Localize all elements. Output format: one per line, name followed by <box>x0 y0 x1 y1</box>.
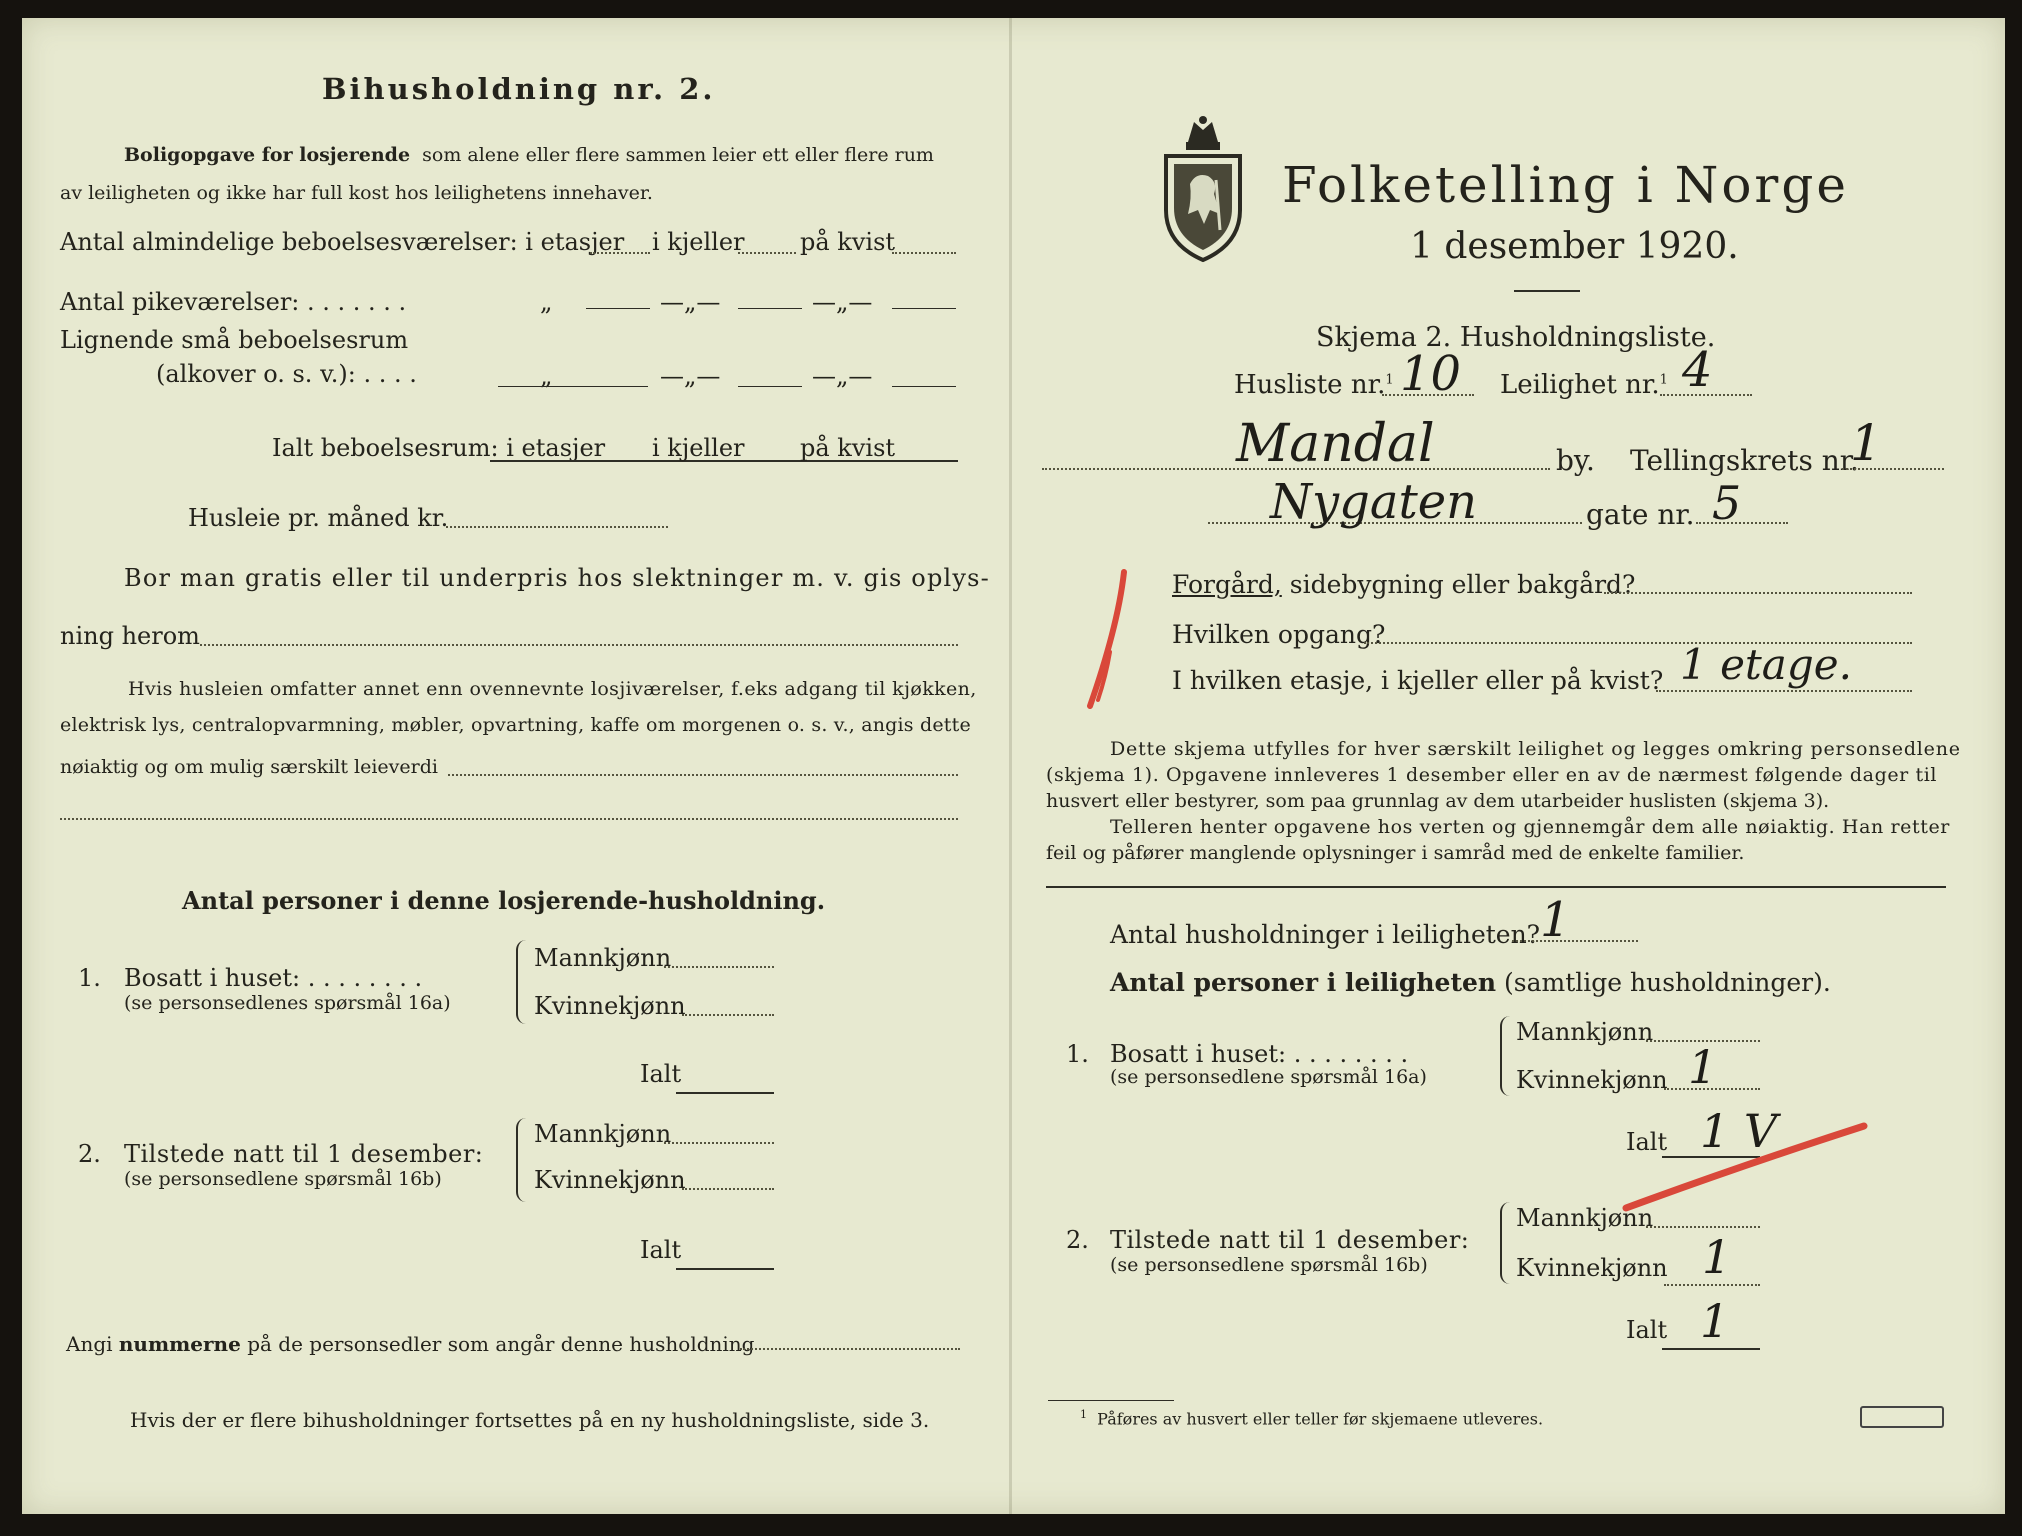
etasje-label: I hvilken etasje, i kjeller eller på kvist? <box>1172 666 1664 695</box>
note-line-1: Hvis husleien omfatter annet enn ovennevnte losjiværelser, f.eks adgang til kjøkken, <box>128 678 977 700</box>
forgaard-rest: sidebygning eller bakgård? <box>1289 570 1636 599</box>
alkover-ditto: „ <box>540 362 553 390</box>
right-q1-mann-label: Mannkjønn <box>1516 1018 1654 1046</box>
right-q1-label: Bosatt i huset: . . . . . . . . <box>1110 1040 1409 1068</box>
etasje-line[interactable] <box>1656 690 1912 692</box>
pike-line-1[interactable] <box>586 308 650 309</box>
red-slash-mark <box>1620 1116 1870 1216</box>
etasje-value[interactable]: 1 etage. <box>1680 640 1852 689</box>
right-q2-ialt-label: Ialt <box>1626 1316 1668 1344</box>
left-q2-kvinne-label: Kvinnekjønn <box>534 1166 686 1194</box>
form-date: 1 desember 1920. <box>1410 226 1739 267</box>
left-q1-sub: (se personsedlenes spørsmål 16a) <box>124 992 451 1014</box>
left-q2-label: Tilstede natt til 1 desember: <box>124 1140 484 1168</box>
left-q1-mann-line[interactable] <box>664 966 774 968</box>
right-q1-ialt-value[interactable]: 1 V <box>1700 1104 1778 1158</box>
right-q1-brace <box>1500 1016 1516 1096</box>
left-q1-label: Bosatt i huset: . . . . . . . . <box>124 964 423 992</box>
right-q1-kvinne-value[interactable]: 1 <box>1688 1040 1718 1094</box>
left-q2-ialt-label: Ialt <box>640 1236 682 1264</box>
left-q2-mann-line[interactable] <box>664 1142 774 1144</box>
gratis-line-1: Bor man gratis eller til underpris hos slektninger m. v. gis oplys- <box>124 564 990 592</box>
note-line-2: elektrisk lys, centralopvarmning, møbler, opvartning, kaffe om morgenen o. s. v., angis dette <box>60 714 971 736</box>
left-q1-ialt-label: Ialt <box>640 1060 682 1088</box>
forgaard-line[interactable] <box>1604 592 1912 594</box>
right-q2-ialt-line[interactable] <box>1662 1348 1760 1350</box>
by-value[interactable]: Mandal <box>1236 414 1435 474</box>
info-rule <box>1046 886 1946 888</box>
right-q2-number: 2. <box>1066 1226 1089 1254</box>
husleie-line[interactable] <box>446 526 668 528</box>
left-q2-brace <box>516 1118 532 1202</box>
footnote-text: Påføres av husvert eller teller før skjemaene utleveres. <box>1097 1409 1544 1429</box>
gate-label: gate nr. <box>1586 498 1695 531</box>
right-q2-mann-label: Mannkjønn <box>1516 1204 1654 1232</box>
rooms-kjeller-line[interactable] <box>738 252 796 254</box>
coat-of-arms-icon <box>1160 114 1246 264</box>
left-q1-ialt-line[interactable] <box>676 1092 774 1094</box>
right-q1-ialt-label: Ialt <box>1626 1128 1668 1156</box>
opgang-label: Hvilken opgang? <box>1172 620 1386 649</box>
alkover-line-2[interactable] <box>738 386 802 387</box>
rooms-etasjer-line[interactable] <box>590 252 650 254</box>
form-main-title: Folketelling i Norge <box>1282 156 1849 214</box>
forgaard-underlined: Forgård, <box>1172 570 1282 599</box>
info-line-3: husvert eller bestyrer, som paa grunnlag av dem utarbeider huslisten (skjema 3). <box>1046 790 1830 812</box>
leilighet-value[interactable]: 4 <box>1682 342 1713 398</box>
right-persons-heading <box>1110 968 1831 997</box>
leilighet-label <box>1500 370 1668 400</box>
gate-nr-line[interactable] <box>1696 522 1788 524</box>
husholdninger-line[interactable] <box>1512 940 1638 942</box>
rooms-kjeller-label: i kjeller <box>652 228 745 256</box>
alkover-ditto-3: —„— <box>812 362 873 390</box>
right-q2-kvinne-label: Kvinnekjønn <box>1516 1254 1668 1282</box>
pike-label: Antal pikeværelser: . . . . . . . <box>60 288 407 316</box>
title-rule <box>1514 290 1580 292</box>
angi-text-a: Angi <box>66 1332 113 1356</box>
intro-line-2: av leiligheten og ikke har full kost hos leilighetens innehaver. <box>60 182 653 204</box>
gate-value[interactable]: Nygaten <box>1270 474 1478 530</box>
alkover-label-a: Lignende små beboelsesrum <box>60 326 409 354</box>
info-line-1: Dette skjema utfylles for hver særskilt leilighet og legges omkring personsedlene <box>1110 738 1961 760</box>
husliste-label-text: Husliste nr. <box>1234 370 1386 400</box>
gratis-line-2: ning herom <box>60 622 200 650</box>
rooms-kvist-label: på kvist <box>800 228 896 256</box>
alkover-label-b: (alkover o. s. v.): . . . . <box>156 360 417 388</box>
left-q2-ialt-line[interactable] <box>676 1268 774 1270</box>
info-line-4: Telleren henter opgavene hos verten og gjennemgår dem alle nøiaktig. Han retter <box>1110 816 1950 838</box>
info-line-2: (skjema 1). Opgavene innleveres 1 desember eller en av de nærmest følgende dager til <box>1046 764 1938 786</box>
left-footer: Hvis der er flere bihusholdninger fortsettes på en ny husholdningsliste, side 3. <box>130 1408 930 1432</box>
left-q2-mann-label: Mannkjønn <box>534 1120 672 1148</box>
left-q1-kvinne-label: Kvinnekjønn <box>534 992 686 1020</box>
right-persons-heading-rest: (samtlige husholdninger). <box>1504 968 1831 997</box>
intro-bold: Boligopgave for losjerende <box>124 144 411 166</box>
husliste-footnote-mark: 1 <box>1385 372 1394 388</box>
footnote-rule <box>1048 1400 1174 1401</box>
husliste-label <box>1234 370 1394 400</box>
leilighet-footnote-mark: 1 <box>1659 372 1668 388</box>
page-fold <box>1009 18 1012 1514</box>
rooms-label: Antal almindelige beboelsesværelser: i etasjer <box>60 228 625 256</box>
tellingskrets-value[interactable]: 1 <box>1850 414 1882 472</box>
schema-label: Skjema 2. Husholdningsliste. <box>1316 322 1716 353</box>
footnote <box>1080 1408 1543 1428</box>
note-line-3: nøiaktig og om mulig særskilt leieverdi <box>60 756 438 778</box>
left-page-title: Bihusholdning nr. 2. <box>322 72 716 106</box>
info-line-5: feil og påfører manglende oplysninger i samråd med de enkelte familier. <box>1046 842 1745 864</box>
leilighet-label-text: Leilighet nr. <box>1500 370 1660 400</box>
right-q2-ialt-value[interactable]: 1 <box>1700 1294 1730 1348</box>
alkover-line-1[interactable] <box>498 386 648 387</box>
right-q1-sub: (se personsedlene spørsmål 16a) <box>1110 1066 1427 1088</box>
right-q2-kvinne-line[interactable] <box>1664 1284 1760 1286</box>
forgaard-question <box>1172 570 1635 599</box>
ialt-rooms-label: Ialt beboelsesrum: i etasjer <box>272 434 606 462</box>
left-q1-number: 1. <box>78 964 101 992</box>
angi-line-fill[interactable] <box>740 1348 960 1350</box>
printer-stamp-icon <box>1860 1406 1944 1428</box>
ialt-kvist-label: på kvist <box>800 434 896 462</box>
gate-nr-value[interactable]: 5 <box>1712 476 1742 530</box>
by-label: by. <box>1556 444 1595 477</box>
right-q2-sub: (se personsedlene spørsmål 16b) <box>1110 1254 1428 1276</box>
husliste-value[interactable]: 10 <box>1400 346 1462 402</box>
right-q1-kvinne-label: Kvinnekjønn <box>1516 1066 1668 1094</box>
intro-line-1 <box>124 144 934 166</box>
pike-line-2[interactable] <box>738 308 802 309</box>
right-q2-label: Tilstede natt til 1 desember: <box>1110 1226 1470 1254</box>
alkover-line-3[interactable] <box>892 386 956 387</box>
pike-ditto: „ <box>540 288 553 316</box>
husholdninger-value[interactable]: 1 <box>1540 892 1571 948</box>
right-q2-mann-line[interactable] <box>1646 1226 1760 1228</box>
ialt-kjeller-label: i kjeller <box>652 434 745 462</box>
footnote-number: 1 <box>1080 1408 1087 1421</box>
gratis-line[interactable] <box>200 644 958 646</box>
left-q1-kvinne-line[interactable] <box>682 1014 774 1016</box>
pike-ditto-3: —„— <box>812 288 873 316</box>
red-pencil-mark <box>1080 566 1140 716</box>
right-q1-number: 1. <box>1066 1040 1089 1068</box>
angi-text-b: på de personsedler som angår denne husholdning <box>247 1332 755 1356</box>
tellingskrets-label: Tellingskrets nr. <box>1630 444 1859 477</box>
intro-rest: som alene eller flere sammen leier ett eller flere rum <box>422 144 934 166</box>
left-q2-sub: (se personsedlene spørsmål 16b) <box>124 1168 442 1190</box>
right-q2-kvinne-value[interactable]: 1 <box>1702 1230 1732 1284</box>
left-q1-mann-label: Mannkjønn <box>534 944 672 972</box>
angi-bold: nummerne <box>118 1332 241 1356</box>
leieverdi-line-2[interactable] <box>60 818 958 820</box>
pike-line-3[interactable] <box>892 308 956 309</box>
alkover-ditto-2: —„— <box>660 362 721 390</box>
left-q1-brace <box>516 940 532 1024</box>
husholdninger-label: Antal husholdninger i leiligheten? <box>1110 920 1541 949</box>
left-q2-number: 2. <box>78 1140 101 1168</box>
husleie-label: Husleie pr. måned kr. <box>188 504 449 532</box>
right-persons-heading-bold: Antal personer i leiligheten <box>1110 968 1497 997</box>
left-q2-kvinne-line[interactable] <box>682 1188 774 1190</box>
angi-line <box>66 1332 754 1356</box>
right-q2-brace <box>1500 1202 1516 1284</box>
pike-ditto-2: —„— <box>660 288 721 316</box>
left-persons-heading: Antal personer i denne losjerende-husholdning. <box>182 886 826 915</box>
rooms-kvist-line[interactable] <box>892 252 956 254</box>
leieverdi-line[interactable] <box>448 774 958 776</box>
